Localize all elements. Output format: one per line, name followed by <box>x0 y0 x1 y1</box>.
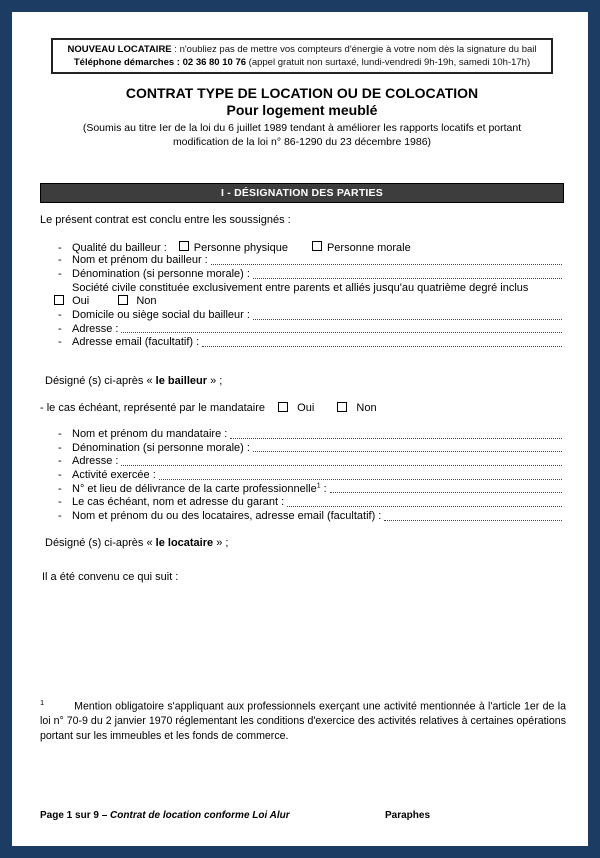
paraphes-label: Paraphes <box>385 810 431 821</box>
adresse-mandataire-row <box>40 455 564 469</box>
email-bailleur-label: Adresse email (facultatif) : <box>72 336 200 349</box>
societe-civile-oui-non-row <box>54 295 564 309</box>
dash-bullet: - <box>58 469 62 482</box>
activite-mandataire-row <box>40 469 564 483</box>
footer-doc-title: Contrat de location conforme Loi Alur <box>110 810 290 821</box>
mandataire-oui-label: Oui <box>297 402 315 414</box>
mandataire-oui-checkbox[interactable] <box>278 402 288 412</box>
section-heading-designation-parties: I - DÉSIGNATION DES PARTIES <box>40 183 564 203</box>
dash-bullet: - <box>58 428 62 440</box>
adresse-mandataire-label: Adresse : <box>72 455 119 468</box>
email-bailleur-fill-line[interactable] <box>202 346 562 347</box>
footnote-reference-1: 1 <box>316 482 321 490</box>
designe-bailleur-line <box>40 375 564 387</box>
footnote-text: Mention obligatoire s'appliquant aux professionnels exerçant une activité mentionnée à l'article 1er de la loi n° 70-9 du 2 janvier 1970 réglementant les conditions d'exercice des activités relatives à certaines opérations portant sur les immeubles et les fonds de commerce. <box>40 700 566 742</box>
document-title-block <box>40 85 564 149</box>
qualite-bailleur-row <box>40 241 564 255</box>
designe-locataire-prefix: Désigné (s) ci-après « <box>45 536 156 549</box>
dash-bullet: - <box>58 482 62 495</box>
banner-line1-rest: : n'oubliez pas de mettre vos compteurs d'énergie à votre nom dès la signature du bail <box>171 44 537 55</box>
qualite-bailleur-label: Qualité du bailleur : <box>72 241 167 254</box>
societe-civile-non-checkbox[interactable] <box>118 295 128 305</box>
document-title: CONTRAT TYPE DE LOCATION OU DE COLOCATION <box>125 85 479 101</box>
dash-bullet: - <box>58 308 62 321</box>
societe-civile-note: Société civile constituée exclusivement entre parents et alliés jusqu'au quatrième degré inclus <box>72 281 529 294</box>
dash-bullet: - <box>58 441 62 454</box>
mandataire-non-label: Non <box>356 402 377 414</box>
domicile-bailleur-fill-line[interactable] <box>253 319 562 320</box>
oui-label: Oui <box>72 295 90 308</box>
footnote-marker: 1 <box>40 698 45 707</box>
garant-row <box>40 496 564 510</box>
banner-line2 <box>59 57 545 70</box>
domicile-bailleur-row <box>40 309 564 323</box>
dash-bullet: - <box>58 455 62 468</box>
denomination-bailleur-row <box>40 268 564 282</box>
personne-morale-label: Personne morale <box>326 241 411 254</box>
locataires-label: Nom et prénom du ou des locataires, adresse email (facultatif) : <box>72 510 382 523</box>
carte-label-text: N° et lieu de délivrance de la carte professionnelle <box>72 482 317 495</box>
denomination-mandataire-fill-line[interactable] <box>253 451 562 452</box>
garant-label: Le cas échéant, nom et adresse du garant : <box>72 496 285 509</box>
designe-locataire-term: le locataire <box>155 536 214 549</box>
banner-line2-rest: (appel gratuit non surtaxé, lundi-vendredi 9h-19h, samedi 10h-17h) <box>246 56 531 68</box>
mandataire-non-checkbox[interactable] <box>337 402 347 412</box>
designe-bailleur-term: le bailleur <box>155 375 208 387</box>
societe-civile-note-row <box>72 282 564 296</box>
personne-physique-label: Personne physique <box>193 241 288 254</box>
dash-bullet: - <box>58 241 62 254</box>
garant-fill-line[interactable] <box>287 506 562 507</box>
legal-reference-note: (Soumis au titre Ier de la loi du 6 juillet 1989 tendant à améliorer les rapports locatifs et portant modification de la loi n° 86-1290 du 23 décembre 1986) <box>82 122 522 148</box>
dash-bullet: - <box>58 496 62 509</box>
denomination-bailleur-label: Dénomination (si personne morale) : <box>72 267 250 280</box>
mandataire-intro-row <box>40 402 564 414</box>
locataires-fill-line[interactable] <box>384 520 562 521</box>
dash-bullet: - <box>58 254 62 267</box>
dash-bullet: - <box>58 336 62 349</box>
designe-locataire-line <box>40 537 564 549</box>
document-subtitle: Pour logement meublé <box>226 102 378 118</box>
footnote-block <box>40 696 566 743</box>
societe-civile-oui-checkbox[interactable] <box>54 295 64 305</box>
dash-bullet: - <box>58 322 62 335</box>
adresse-mandataire-fill-line[interactable] <box>121 465 562 466</box>
personne-morale-checkbox[interactable] <box>312 241 322 251</box>
adresse-bailleur-label: Adresse : <box>72 322 119 335</box>
agreement-statement: Il a été convenu ce qui suit : <box>42 570 179 583</box>
dash-bullet: - <box>58 267 62 280</box>
nom-mandataire-row <box>40 428 564 442</box>
nom-mandataire-label: Nom et prénom du mandataire : <box>72 428 228 440</box>
designe-locataire-suffix: » ; <box>213 536 229 549</box>
designe-bailleur-prefix: Désigné (s) ci-après « <box>45 375 156 387</box>
personne-physique-checkbox[interactable] <box>179 241 189 251</box>
carte-professionnelle-fill-line[interactable] <box>330 492 562 493</box>
non-label: Non <box>136 295 157 308</box>
adresse-bailleur-row <box>40 323 564 337</box>
nom-bailleur-fill-line[interactable] <box>211 264 562 265</box>
activite-mandataire-label: Activité exercée : <box>72 469 156 482</box>
banner-line1-bold: NOUVEAU LOCATAIRE <box>67 44 172 55</box>
footer-dash: – <box>98 810 111 821</box>
domicile-bailleur-label: Domicile ou siège social du bailleur : <box>72 308 250 321</box>
dash-bullet: - <box>58 510 62 523</box>
mandataire-fields-list <box>40 428 564 524</box>
nom-bailleur-label: Nom et prénom du bailleur : <box>72 254 208 267</box>
banner-line1 <box>59 44 545 57</box>
carte-professionnelle-label <box>72 483 327 497</box>
mandataire-intro-text: - le cas échéant, représenté par le mandataire <box>40 402 266 414</box>
carte-professionnelle-row <box>40 483 564 497</box>
page-footer <box>40 810 566 821</box>
page-number: Page 1 sur 9 <box>40 810 99 821</box>
designe-bailleur-suffix: » ; <box>207 375 223 387</box>
adresse-bailleur-fill-line[interactable] <box>121 332 562 333</box>
new-tenant-notice-banner <box>51 38 553 74</box>
denomination-mandataire-label: Dénomination (si personne morale) : <box>72 441 250 454</box>
bailleur-fields-list <box>40 241 564 351</box>
banner-phone-bold: Téléphone démarches : 02 36 80 10 76 <box>73 56 247 68</box>
locataires-row <box>40 510 564 524</box>
email-bailleur-row <box>40 336 564 350</box>
nom-bailleur-row <box>40 254 564 268</box>
section-intro-text: Le présent contrat est conclu entre les soussignés : <box>40 213 291 226</box>
denomination-bailleur-fill-line[interactable] <box>253 278 562 279</box>
activite-mandataire-fill-line[interactable] <box>159 479 562 480</box>
denomination-mandataire-row <box>40 442 564 456</box>
carte-label-colon: : <box>320 482 327 495</box>
nom-mandataire-fill-line[interactable] <box>230 438 562 439</box>
